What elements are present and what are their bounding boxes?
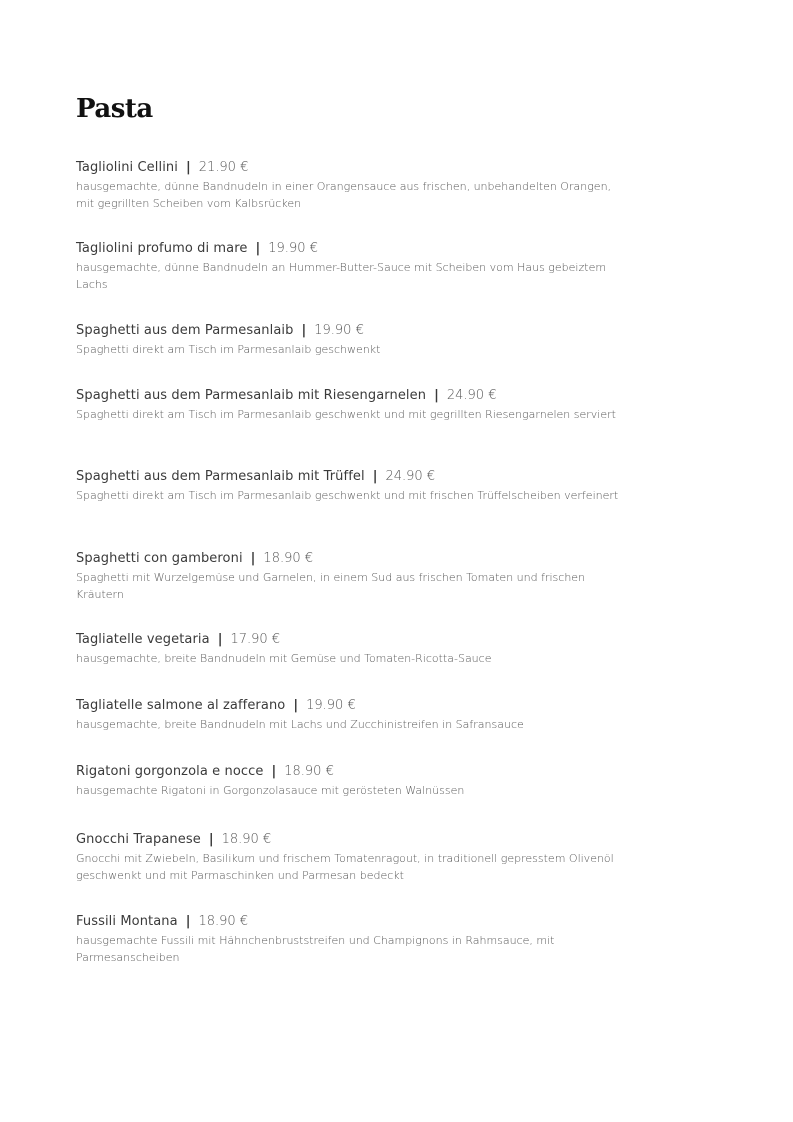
menu-item-header (76, 387, 636, 405)
menu-item-header (76, 240, 636, 258)
menu-item (76, 240, 636, 293)
menu-item (76, 831, 636, 884)
menu-item-description: hausgemachte, dünne Bandnudeln an Hummer-Butter-Sauce mit Scheiben vom Haus gebeiztem Lachs (76, 261, 607, 291)
menu-item-description: hausgemachte, dünne Bandnudeln in einer Orangensauce aus frischen, unbehandelten Orangen, mit gegrillten Scheiben vom Kalbsrücken (76, 180, 612, 210)
menu-item-name: Tagliolini Cellini (76, 160, 178, 175)
menu-item-separator: | (185, 160, 191, 175)
menu-item-separator: | (208, 832, 214, 847)
menu-item-separator: | (372, 469, 378, 484)
menu-item-price: 17.90 € (230, 632, 281, 647)
menu-item-description: hausgemachte, breite Bandnudeln mit Gemüse und Tomaten-Ricotta-Sauce (76, 652, 492, 665)
menu-item-price: 24.90 € (446, 388, 497, 403)
menu-item-separator: | (185, 914, 191, 929)
menu-item-name: Fussili Montana (76, 914, 178, 929)
menu-item-name: Gnocchi Trapanese (76, 832, 201, 847)
menu-item-price: 19.90 € (306, 698, 356, 713)
menu-item-price: 18.90 € (263, 551, 314, 566)
menu-item-header (76, 550, 636, 568)
menu-item-header (76, 159, 636, 177)
menu-item-price: 19.90 € (268, 241, 318, 256)
menu-item-description: hausgemachte Rigatoni in Gorgonzolasauce mit gerösteten Walnüssen (76, 784, 465, 797)
menu-item (76, 387, 636, 423)
menu-item-name: Tagliatelle salmone al zafferano (76, 698, 286, 713)
menu-item-name: Spaghetti aus dem Parmesanlaib (76, 323, 294, 338)
menu-item-header (76, 763, 636, 781)
menu-item-price: 18.90 € (284, 764, 334, 779)
menu-item (76, 763, 636, 799)
menu-item-name: Spaghetti aus dem Parmesanlaib mit Trüffel (76, 469, 365, 484)
menu-item-name: Tagliatelle vegetaria (76, 632, 210, 647)
menu-item-description: Spaghetti direkt am Tisch im Parmesanlaib geschwenkt (76, 343, 381, 356)
menu-item-price: 18.90 € (221, 832, 272, 847)
menu-item-header (76, 468, 636, 486)
menu-item (76, 159, 636, 212)
menu-item-description: Gnocchi mit Zwiebeln, Basilikum und frischem Tomatenragout, in traditionell gepresstem Olivenöl geschwenkt und mit Parmaschinken und Parmesan bedeckt (76, 852, 614, 882)
menu-item (76, 913, 636, 966)
menu-item-separator: | (293, 698, 299, 713)
menu-item-description: Spaghetti direkt am Tisch im Parmesanlaib geschwenkt und mit gegrillten Riesengarnelen serviert (76, 408, 616, 421)
menu-item-header (76, 697, 636, 715)
menu-item (76, 631, 636, 667)
menu-item-name: Spaghetti con gamberoni (76, 551, 243, 566)
menu-item-name: Tagliolini profumo di mare (76, 241, 248, 256)
menu-item-price: 19.90 € (314, 323, 364, 338)
menu-item-price: 18.90 € (198, 914, 249, 929)
menu-item-header (76, 913, 636, 931)
menu-item-description: Spaghetti mit Wurzelgemüse und Garnelen, in einem Sud aus frischen Tomaten und frischen Kräutern (76, 571, 586, 601)
menu-item-description: hausgemachte, breite Bandnudeln mit Lachs und Zucchinistreifen in Safransauce (76, 718, 524, 731)
menu-item-separator: | (250, 551, 256, 566)
menu-item-price: 21.90 € (198, 160, 249, 175)
menu-item-name: Rigatoni gorgonzola e nocce (76, 764, 264, 779)
menu-item-description: Spaghetti direkt am Tisch im Parmesanlaib geschwenkt und mit frischen Trüffelscheiben verfeinert (76, 489, 619, 502)
menu-item-separator: | (271, 764, 277, 779)
menu-item-description: hausgemachte Fussili mit Hähnchenbruststreifen und Champignons in Rahmsauce, mit Parmesanscheiben (76, 934, 555, 964)
menu-item-separator: | (301, 323, 307, 338)
menu-item-separator: | (434, 388, 439, 403)
menu-item-header (76, 831, 636, 849)
menu-item-separator: | (255, 241, 261, 256)
menu-item (76, 697, 636, 733)
menu-item-header (76, 322, 636, 340)
menu-item-header (76, 631, 636, 649)
section-title: Pasta (76, 94, 153, 124)
menu-item-price: 24.90 € (385, 469, 436, 484)
menu-item-name: Spaghetti aus dem Parmesanlaib mit Riesengarnelen (76, 388, 427, 403)
menu-item (76, 322, 636, 358)
menu-item (76, 468, 636, 504)
menu-item-separator: | (217, 632, 223, 647)
menu-item (76, 550, 636, 603)
